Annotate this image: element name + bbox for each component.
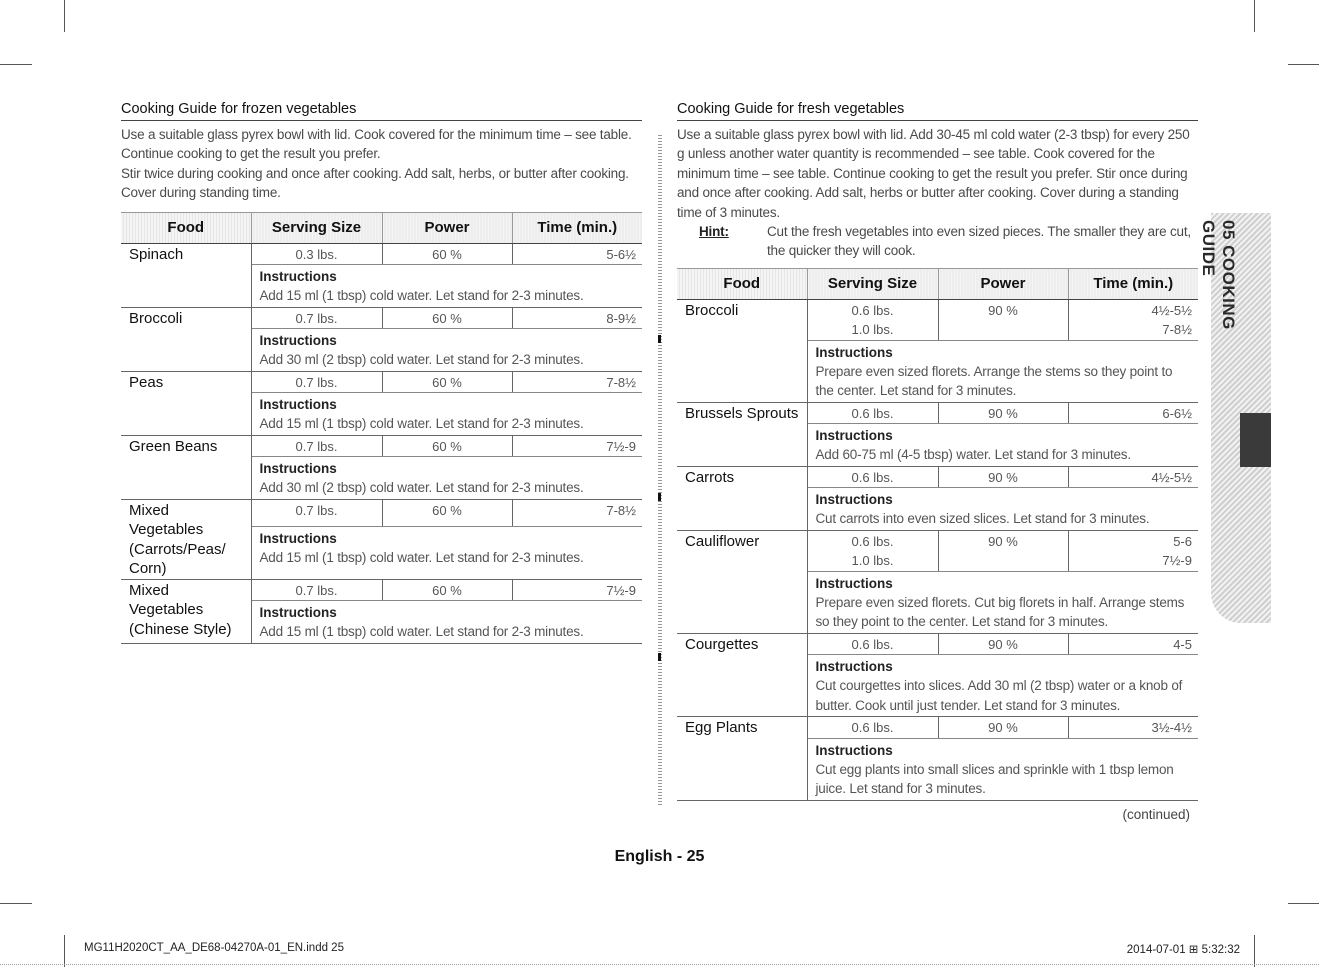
power-cell: 90 %	[938, 633, 1068, 655]
serving-size-cell: 0.7 lbs.	[251, 371, 382, 393]
instructions-text: Prepare even sized florets. Arrange the stems so they point to the center. Let stand for 3 minutes.	[815, 363, 1173, 399]
instructions-text: Add 15 ml (1 tbsp) cold water. Let stand for 2-3 minutes.	[259, 549, 584, 565]
intro-paragraph: Use a suitable glass pyrex bowl with lid. Add 30-45 ml cold water (2-3 tbsp) for every 250 g unless another water quantity is recommended – see table. Cook covered for the minimum time – see table. Continue cooking to get the result you prefer. Stir once during and once after cooking. Add salt, herbs or butter after cooking. Cover during a standing time of 3 minutes.	[677, 127, 1190, 220]
crop-mark	[1288, 64, 1319, 65]
power-cell: 90 %	[938, 402, 1068, 424]
time-cell: 7½-9	[512, 579, 642, 601]
crop-mark	[64, 935, 65, 967]
food-name: Green Beans	[121, 435, 251, 499]
fresh-vegetables-section	[677, 100, 1198, 822]
table-row	[121, 371, 642, 393]
power-cell: 90 %	[938, 530, 1068, 571]
instructions-cell	[807, 424, 1198, 467]
instructions-cell	[807, 340, 1198, 402]
instructions-label: Instructions	[815, 492, 893, 508]
serving-size-cell: 0.6 lbs.	[807, 466, 938, 488]
time-cell: 5-6 7½-9	[1068, 530, 1198, 571]
instructions-label: Instructions	[259, 397, 337, 413]
section-title: Cooking Guide for fresh vegetables	[677, 100, 1198, 121]
instructions-text: Cut courgettes into slices. Add 30 ml (2 tbsp) water or a knob of butter. Cook until just tender. Let stand for 3 minutes.	[815, 678, 1183, 713]
frozen-vegetables-table	[121, 212, 642, 644]
power-cell: 60 %	[382, 499, 512, 526]
table-row	[677, 530, 1198, 571]
table-row	[121, 579, 642, 601]
header-time: Time (min.)	[512, 212, 642, 243]
header-power: Power	[382, 212, 512, 243]
header-serving-size: Serving Size	[807, 268, 938, 299]
time-cell: 5-6½	[512, 243, 642, 265]
food-name: Egg Plants	[677, 717, 807, 801]
food-name: Carrots	[677, 466, 807, 530]
instructions-label: Instructions	[259, 333, 337, 349]
power-cell: 60 %	[382, 371, 512, 393]
power-cell: 90 %	[938, 466, 1068, 488]
instructions-cell	[807, 488, 1198, 531]
footer-filename: MG11H2020CT_AA_DE68-04270A-01_EN.indd 25	[84, 942, 344, 954]
crop-mark	[0, 64, 32, 65]
table-header-row	[121, 212, 642, 243]
crop-mark	[1288, 903, 1319, 904]
crop-mark	[1254, 0, 1255, 32]
food-name: Mixed Vegetables (Chinese Style)	[121, 579, 251, 643]
serving-size-cell: 0.6 lbs. 1.0 lbs.	[807, 530, 938, 571]
instructions-text: Add 30 ml (2 tbsp) cold water. Let stand for 2-3 minutes.	[259, 352, 584, 368]
frozen-vegetables-section	[121, 100, 642, 644]
header-serving-size: Serving Size	[251, 212, 382, 243]
instructions-label: Instructions	[259, 605, 337, 621]
instructions-cell	[251, 329, 642, 372]
instructions-label: Instructions	[259, 461, 337, 477]
fresh-vegetables-table	[677, 268, 1198, 801]
time-cell: 7-8½	[512, 499, 642, 526]
food-name: Cauliflower	[677, 530, 807, 633]
serving-size-cell: 0.7 lbs.	[251, 499, 382, 526]
intro-line: Stir twice during cooking and once after cooking. Add salt, herbs, or butter after cooking.	[121, 165, 629, 181]
section-intro	[677, 125, 1198, 222]
table-row	[121, 499, 642, 526]
instructions-label: Instructions	[259, 530, 337, 546]
instructions-label: Instructions	[259, 269, 337, 285]
time-cell: 4-5	[1068, 633, 1198, 655]
instructions-cell	[807, 738, 1198, 800]
table-row	[677, 633, 1198, 655]
instructions-text: Add 15 ml (1 tbsp) cold water. Let stand for 2-3 minutes.	[259, 288, 584, 304]
section-intro	[121, 125, 642, 203]
table-row	[677, 466, 1198, 488]
instructions-cell	[251, 393, 642, 436]
table-row	[677, 717, 1198, 739]
section-title: Cooking Guide for frozen vegetables	[121, 100, 642, 121]
hint-label: Hint:	[699, 224, 729, 240]
instructions-label: Instructions	[815, 659, 893, 675]
serving-size-cell: 0.7 lbs.	[251, 579, 382, 601]
instructions-cell	[807, 571, 1198, 633]
header-food: Food	[677, 268, 807, 299]
power-cell: 60 %	[382, 307, 512, 329]
instructions-text: Add 15 ml (1 tbsp) cold water. Let stand for 2-3 minutes.	[259, 624, 584, 640]
intro-line: Cover during standing time.	[121, 185, 281, 201]
intro-line: Continue cooking to get the result you prefer.	[121, 146, 381, 162]
instructions-cell	[807, 655, 1198, 717]
food-name: Spinach	[121, 243, 251, 307]
bottom-rule	[0, 964, 1319, 966]
table-header-row	[677, 268, 1198, 299]
instructions-label: Instructions	[815, 742, 893, 758]
power-cell: 60 %	[382, 435, 512, 457]
divider-mark	[658, 653, 661, 661]
divider-mark	[658, 335, 661, 343]
table-row	[121, 243, 642, 265]
continued-note: (continued)	[1122, 806, 1190, 822]
time-cell: 4½-5½	[1068, 466, 1198, 488]
food-name: Courgettes	[677, 633, 807, 717]
crop-mark	[0, 903, 32, 904]
header-power: Power	[938, 268, 1068, 299]
serving-size-cell: 0.6 lbs.	[807, 717, 938, 739]
power-cell: 60 %	[382, 579, 512, 601]
instructions-text: Cut carrots into even sized slices. Let stand for 3 minutes.	[815, 511, 1150, 527]
food-name: Brussels Sprouts	[677, 402, 807, 466]
time-cell: 3½-4½	[1068, 717, 1198, 739]
instructions-text: Cut egg plants into small slices and sprinkle with 1 tbsp lemon juice. Let stand for 3 minutes.	[815, 761, 1174, 797]
table-row	[677, 402, 1198, 424]
page-number: English - 25	[614, 848, 705, 865]
instructions-text: Add 60-75 ml (4-5 tbsp) water. Let stand for 3 minutes.	[815, 447, 1131, 463]
instructions-cell	[251, 601, 642, 644]
crop-mark	[1254, 935, 1255, 967]
instructions-cell	[251, 265, 642, 308]
instructions-label: Instructions	[815, 344, 893, 360]
serving-size-cell: 0.6 lbs.	[807, 402, 938, 424]
divider-mark	[658, 493, 661, 501]
table-row	[121, 435, 642, 457]
serving-size-cell: 0.7 lbs.	[251, 307, 382, 329]
time-cell: 4½-5½ 7-8½	[1068, 299, 1198, 340]
time-cell: 7-8½	[512, 371, 642, 393]
power-cell: 90 %	[938, 717, 1068, 739]
hint-text: Cut the fresh vegetables into even sized pieces. The smaller they are cut, the quicker they will cook.	[767, 224, 1191, 259]
power-cell: 60 %	[382, 243, 512, 265]
chapter-tab-marker	[1240, 413, 1271, 467]
time-cell: 6-6½	[1068, 402, 1198, 424]
serving-size-cell: 0.6 lbs.	[807, 633, 938, 655]
instructions-text: Add 15 ml (1 tbsp) cold water. Let stand for 2-3 minutes.	[259, 416, 584, 432]
footer-timestamp: 2014-07-01 ⊞ 5:32:32	[1126, 944, 1240, 956]
column-divider	[658, 135, 662, 805]
instructions-label: Instructions	[815, 575, 893, 591]
chapter-tab-label: 05 COOKING GUIDE	[1199, 220, 1238, 330]
food-name: Peas	[121, 371, 251, 435]
food-name: Mixed Vegetables (Carrots/Peas/ Corn)	[121, 499, 251, 579]
serving-size-cell: 0.6 lbs. 1.0 lbs.	[807, 299, 938, 340]
instructions-label: Instructions	[815, 428, 893, 444]
instructions-text: Prepare even sized florets. Cut big florets in half. Arrange stems so they point to the center. Let stand for 3 minutes.	[815, 594, 1185, 630]
header-food: Food	[121, 212, 251, 243]
header-time: Time (min.)	[1068, 268, 1198, 299]
food-name: Broccoli	[677, 299, 807, 402]
serving-size-cell: 0.7 lbs.	[251, 435, 382, 457]
crop-mark	[64, 0, 65, 32]
food-name: Broccoli	[121, 307, 251, 371]
intro-line: Use a suitable glass pyrex bowl with lid. Cook covered for the minimum time – see table.	[121, 127, 632, 142]
hint	[699, 222, 1198, 261]
instructions-text: Add 30 ml (2 tbsp) cold water. Let stand for 2-3 minutes.	[259, 480, 584, 496]
time-cell: 8-9½	[512, 307, 642, 329]
time-cell: 7½-9	[512, 435, 642, 457]
table-row	[677, 299, 1198, 340]
serving-size-cell: 0.3 lbs.	[251, 243, 382, 265]
instructions-cell	[251, 457, 642, 500]
instructions-cell	[251, 526, 642, 579]
power-cell: 90 %	[938, 299, 1068, 340]
table-row	[121, 307, 642, 329]
